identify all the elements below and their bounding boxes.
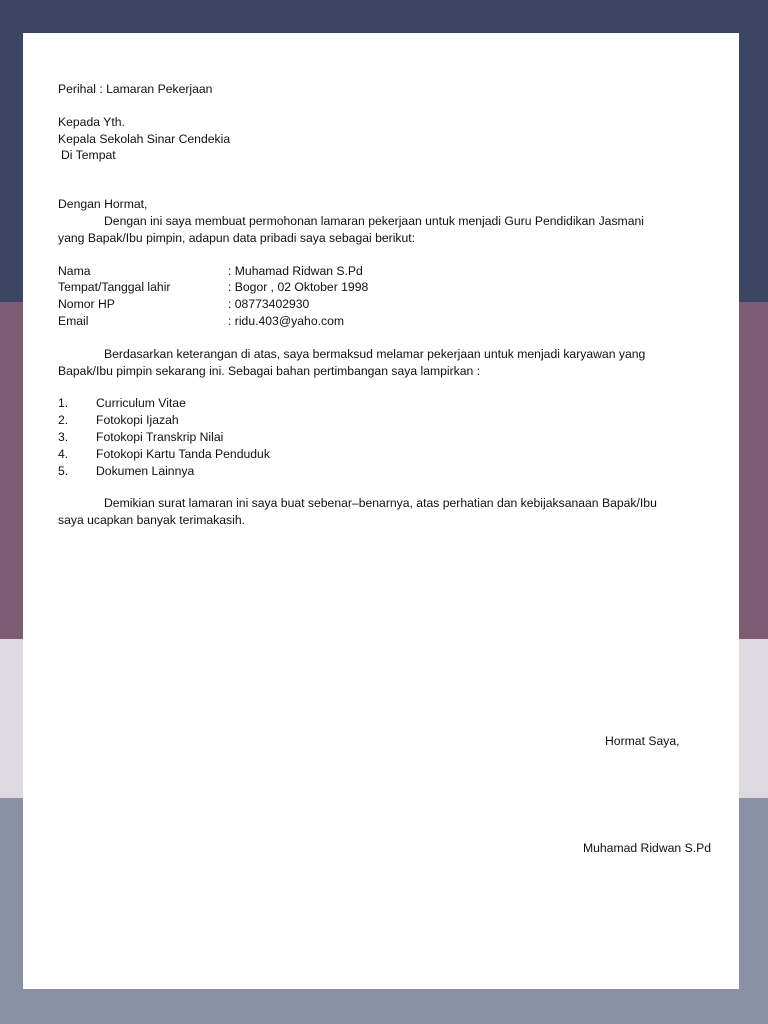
body-line-2: Bapak/Ibu pimpin sekarang ini. Sebagai bahan pertimbangan saya lampirkan : xyxy=(58,363,481,378)
field-row xyxy=(58,313,678,330)
list-text: Fotokopi Kartu Tanda Penduduk xyxy=(96,446,270,461)
field-value-phone: : 08773402930 xyxy=(228,297,310,312)
field-value-email: : ridu.403@yaho.com xyxy=(228,313,345,328)
intro-line-1: Dengan ini saya membuat permohonan lamaran pekerjaan untuk menjadi Guru Pendidikan Jasmani xyxy=(104,213,644,228)
attachment-list xyxy=(58,395,678,479)
list-number: 3. xyxy=(58,429,69,444)
list-number: 5. xyxy=(58,463,69,478)
intro-line-2: yang Bapak/Ibu pimpin, adapun data pribadi saya sebagai berikut: xyxy=(58,230,416,245)
field-value-birth: : Bogor , 02 Oktober 1998 xyxy=(228,280,369,295)
list-number: 2. xyxy=(58,413,69,428)
field-label-phone: Nomor HP xyxy=(58,297,115,312)
document-page xyxy=(23,33,739,989)
recipient-block xyxy=(58,114,678,164)
closing-salutation: Hormat Saya, xyxy=(605,734,680,748)
recipient-line-2: Kepala Sekolah Sinar Cendekia xyxy=(58,131,231,146)
field-value-name: : Muhamad Ridwan S.Pd xyxy=(228,263,363,278)
field-row xyxy=(58,263,678,280)
greeting: Dengan Hormat, xyxy=(58,197,148,212)
list-text: Fotokopi Ijazah xyxy=(96,413,179,428)
recipient-line-1: Kepada Yth. xyxy=(58,114,125,129)
personal-data-table xyxy=(58,263,678,330)
list-item xyxy=(58,429,678,446)
list-item xyxy=(58,446,678,463)
closing-paragraph-line-2: saya ucapkan banyak terimakasih. xyxy=(58,513,245,528)
letter-body xyxy=(58,81,678,529)
field-label-birth: Tempat/Tanggal lahir xyxy=(58,280,171,295)
list-number: 1. xyxy=(58,396,69,411)
list-number: 4. xyxy=(58,446,69,461)
list-item xyxy=(58,395,678,412)
field-row xyxy=(58,296,678,313)
field-row xyxy=(58,279,678,296)
field-label-name: Nama xyxy=(58,263,91,278)
list-text: Curriculum Vitae xyxy=(96,396,186,411)
signer-name: Muhamad Ridwan S.Pd xyxy=(582,841,711,855)
letter-subject: Perihal : Lamaran Pekerjaan xyxy=(58,82,213,96)
field-label-email: Email xyxy=(58,313,89,328)
list-text: Fotokopi Transkrip Nilai xyxy=(96,429,224,444)
body-line-1: Berdasarkan keterangan di atas, saya bermaksud melamar pekerjaan untuk menjadi karyawan yang xyxy=(104,346,646,361)
list-item xyxy=(58,412,678,429)
list-text: Dokumen Lainnya xyxy=(96,463,195,478)
closing-paragraph-line-1: Demikian surat lamaran ini saya buat sebenar–benarnya, atas perhatian dan kebijaksanaan Bapak/Ibu xyxy=(104,496,657,511)
list-item xyxy=(58,463,678,480)
recipient-line-3: Di Tempat xyxy=(61,148,116,163)
